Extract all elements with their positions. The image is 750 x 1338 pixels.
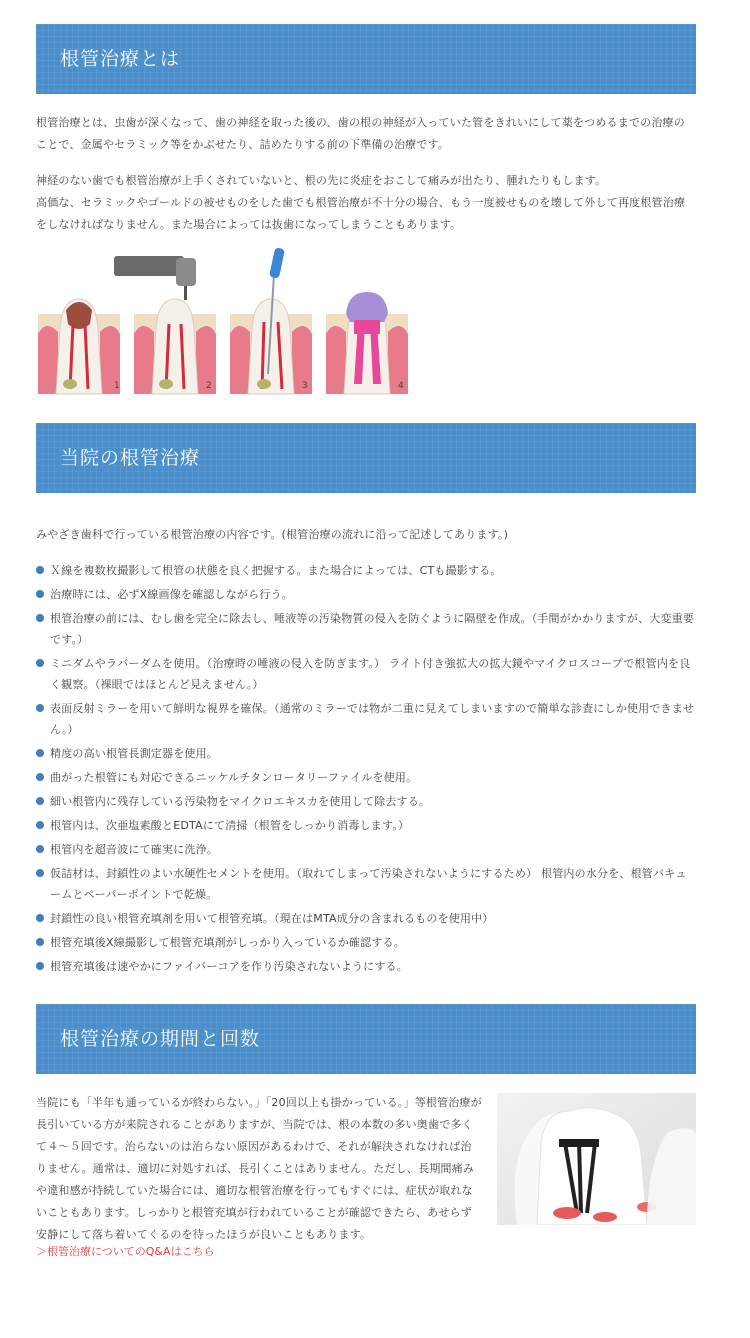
list-item: 根管充填後X線撮影して根管充填剤がしっかり入っているか確認する。 (36, 932, 696, 953)
section-title-our-root-canal: 当院の根管治療 (36, 423, 696, 493)
treatment-list (36, 560, 696, 980)
intro-paragraph-2: 神経のない歯でも根管治療が上手くされていないと、根の先に炎症をおこして痛みが出たり、腫れたりもします。 (36, 174, 607, 187)
intro-paragraph-1: 根管治療とは、虫歯が深くなって、歯の神経を取った後の、歯の根の神経が入っていた管をきれいにして薬をつめるまでの治療のことで、金属やセラミック等をかぶせたり、詰めたりする前の下準備の治療です。 (36, 116, 685, 151)
qa-link[interactable]: ＞根管治療についてのQ&Aはこちら (36, 1245, 215, 1258)
tooth-step-4 (326, 292, 408, 394)
list-item: 曲がった根管にも対応できるニッケルチタンロータリーファイルを使用。 (36, 767, 696, 788)
bullet-icon (36, 797, 44, 805)
bullet-icon (36, 566, 44, 574)
root-canal-steps-illustration (36, 244, 416, 396)
list-item: 治療時には、必ずX線画像を確認しながら行う。 (36, 584, 696, 605)
bullet-icon (36, 590, 44, 598)
bullet-icon (36, 704, 44, 712)
list-item: Ｘ線を複数枚撮影して根管の状態を良く把握する。また場合によっては、CTも撮影する。 (36, 560, 696, 581)
list-item: 細い根管内に残存している汚染物をマイクロエキスカを使用して除去する。 (36, 791, 696, 812)
duration-paragraph: 当院にも「半年も通っているが終わらない。」「20回以上も掛かっている。」等根管治療が長引いている方が来院されることがありますが、当院では、根の本数の多い奥歯で多くて４～５回です。治らないのは治らない原因があるわけで、それが解決されなければ治りません。通常は、適切に対処すれば、長引くことはありません。ただし、長期間痛みや違和感が持続していた場合には、適切な根管治療を行ってもすぐには、症状が取れないこともあります。しっかりと根管充填が行われていることが確認できたら、あせらず安静にして落ち着いてくるのを待ったほうが良いこともあります。 (36, 1096, 482, 1241)
tooth-step-3 (230, 247, 312, 394)
bullet-icon (36, 773, 44, 781)
bullet-icon (36, 962, 44, 970)
section-title-what-is-root-canal: 根管治療とは (36, 24, 696, 94)
list-item: 封鎖性の良い根管充填剤を用いて根管充填。（現在はMTA成分の含まれるものを使用中） (36, 908, 696, 929)
step-label-3: 3 (302, 381, 308, 391)
step-label-2: 2 (206, 381, 212, 391)
section-title-duration: 根管治療の期間と回数 (36, 1004, 696, 1074)
list-item: 根管内を超音波にて確実に洗浄。 (36, 839, 696, 860)
step-label-1: 1 (114, 381, 120, 391)
bullet-icon (36, 845, 44, 853)
list-item: 仮詰材は、封鎖性のよい水硬性セメントを使用。（取れてしまって汚染されないようにするため） 根管内の水分を、根管バキュームとペーパーポイントで乾燥。 (36, 863, 696, 905)
list-item: 精度の高い根管長測定器を使用。 (36, 743, 696, 764)
intro-paragraph-3: 高価な、セラミックやゴールドの被せものをした歯でも根管治療が不十分の場合、もう一度被せものを壊して外して再度根管治療をしなければなりません。また場合によっては抜歯になってしまうこともあります。 (36, 196, 686, 231)
step-label-4: 4 (398, 381, 404, 391)
bullet-icon (36, 914, 44, 922)
list-item: 根管治療の前には、むし歯を完全に除去し、唾液等の汚染物質の侵入を防ぐように隔壁を作成。（手間がかかりますが、大変重要です。） (36, 608, 696, 650)
bullet-icon (36, 821, 44, 829)
treatment-intro: みやざき歯科で行っている根管治療の内容です。(根管治療の流れに沿って記述してあります。) (36, 528, 509, 541)
bullet-icon (36, 749, 44, 757)
bullet-icon (36, 869, 44, 877)
list-item: 根管内は、次亜塩素酸とEDTAにて清掃（根管をしっかり消毒します。） (36, 815, 696, 836)
bullet-icon (36, 659, 44, 667)
list-item: ミニダムやラバーダムを使用。（治療時の唾液の侵入を防ぎます。） ライト付き強拡大の拡大鏡やマイクロスコープで根管内を良く観察。（裸眼ではほとんど見えません。） (36, 653, 696, 695)
list-item: 表面反射ミラーを用いて鮮明な視界を確保。（通常のミラーでは物が二重に見えてしまいますので簡単な診査にしか使用できません。） (36, 698, 696, 740)
bullet-icon (36, 614, 44, 622)
list-item: 根管充填後は速やかにファイバーコアを作り汚染されないようにする。 (36, 956, 696, 977)
bullet-icon (36, 938, 44, 946)
tooth-model-photo (497, 1093, 696, 1225)
tooth-step-1 (38, 299, 120, 394)
tooth-step-2 (114, 256, 216, 394)
